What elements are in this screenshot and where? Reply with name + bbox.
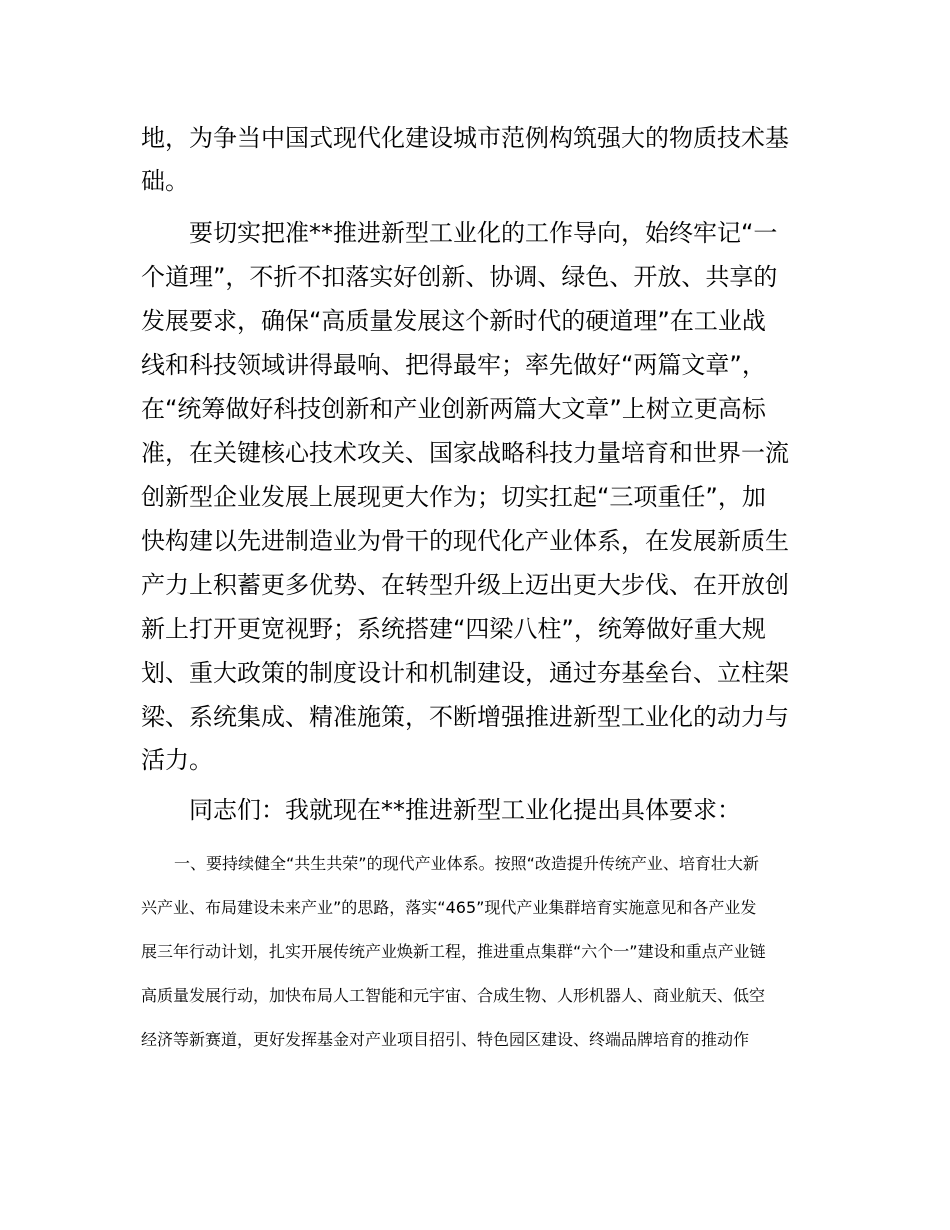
paragraph-2-line-2: 个道理”，不折不扣落实好创新、协调、绿色、开放、共享的	[141, 263, 778, 291]
paragraph-2-line-3: 发展要求，确保“高质量发展这个新时代的硬道理”在工业战	[141, 307, 766, 335]
paragraph-4-line-5: 经济等新赛道，更好发挥基金对产业项目招引、特色园区建设、终端品牌培育的推动作	[141, 1030, 750, 1049]
paragraph-1-line-2: 础。	[141, 167, 189, 195]
paragraph-2-line-12: 梁、系统集成、精准施策，不断增强推进新型工业化的动力与	[141, 703, 789, 731]
paragraph-2-line-7: 创新型企业发展上展现更大作为；切实扛起“三项重任”，加	[141, 483, 766, 511]
paragraph-2-line-4: 线和科技领域讲得最响、把得最牢；率先做好“两篇文章”，	[141, 351, 766, 379]
paragraph-2-line-13: 活力。	[141, 746, 213, 774]
paragraph-2-line-6: 准，在关键核心技术攻关、国家战略科技力量培育和世界一流	[141, 439, 789, 467]
paragraph-3-line-1: 同志们：我就现在**推进新型工业化提出具体要求：	[189, 796, 741, 824]
paragraph-4-line-3: 展三年行动计划，扎实开展传统产业焕新工程，推进重点集群“六个一”建设和重点产业链	[141, 942, 766, 961]
paragraph-2-line-9: 产力上积蓄更多优势、在转型升级上迈出更大步伐、在开放创	[141, 571, 789, 599]
paragraph-2-line-10: 新上打开更宽视野；系统搭建“四梁八柱”，统筹做好重大规	[141, 615, 766, 643]
paragraph-2-line-1: 要切实把准**推进新型工业化的工作导向，始终牢记“一	[189, 219, 778, 247]
paragraph-4-line-1: 一、要持续健全“共生共荣”的现代产业体系。按照“改造提升传统产业、培育壮大新	[174, 854, 759, 873]
paragraph-2-line-11: 划、重大政策的制度设计和机制建设，通过夯基垒台、立柱架	[141, 659, 789, 687]
paragraph-1-line-1: 地，为争当中国式现代化建设城市范例构筑强大的物质技术基	[141, 124, 789, 152]
paragraph-2-line-5: 在“统筹做好科技创新和产业创新两篇大文章”上树立更高标	[141, 395, 766, 423]
paragraph-4-line-2: 兴产业、布局建设未来产业”的思路，落实“465”现代产业集群培育实施意见和各产业发	[141, 898, 757, 917]
paragraph-2-line-8: 快构建以先进制造业为骨干的现代化产业体系，在发展新质生	[141, 527, 789, 555]
paragraph-4-line-4: 高质量发展行动，加快布局人工智能和元宇宙、合成生物、人形机器人、商业航天、低空	[141, 986, 766, 1005]
